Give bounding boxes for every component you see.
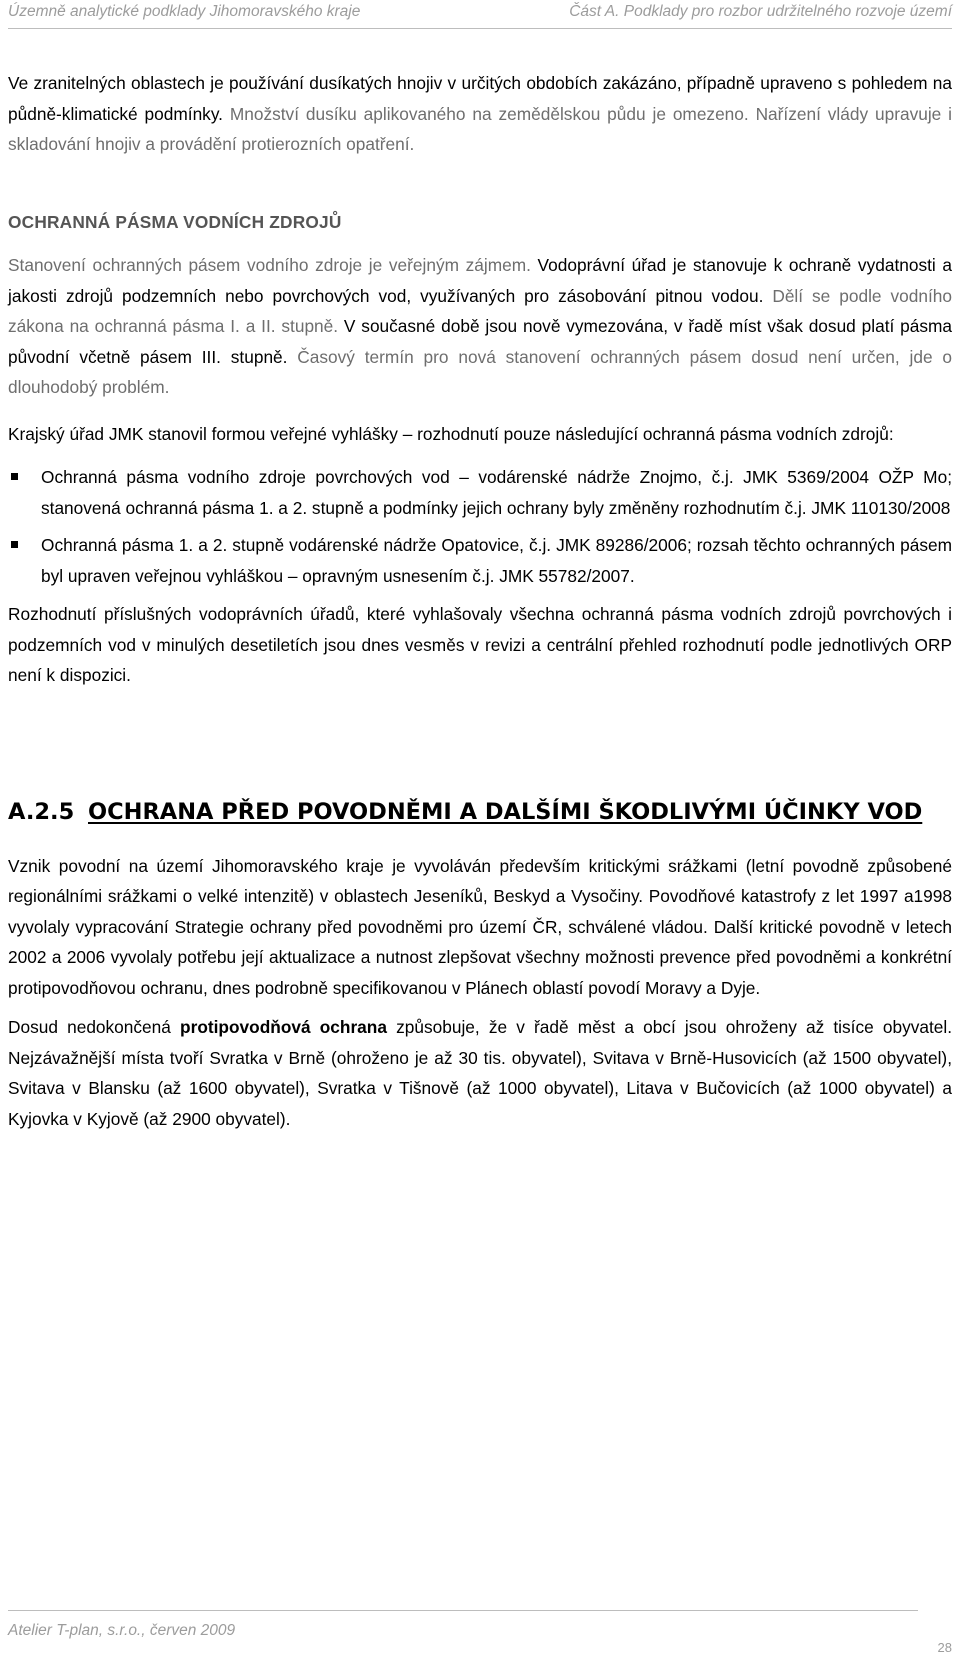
flood-paragraph-2 — [8, 1012, 952, 1134]
list-item-text: Ochranná pásma 1. a 2. stupně vodárenské nádrže Opatovice, č.j. JMK 89286/2006; rozsah těchto ochranných pásem byl upraven veřejnou vyhláškou – opravným usnesením č.j. JMK 55782/2007. — [41, 535, 952, 586]
header-right: Část A. Podklady pro rozbor udržitelného rozvoje území — [569, 3, 952, 20]
zones-p1-gray-3: Časový termín pro nová stanovení ochranných pásem dosud není určen, jde o dlouhodobý problém. — [8, 346, 952, 397]
page-body — [8, 68, 952, 1134]
flood-p2-bold: protipovodňová ochrana — [180, 1017, 387, 1037]
section-number: A.2.5 — [8, 798, 75, 825]
zones-p1-black: Vodoprávní úřad je stanovuje k ochraně vydatnosti a jakosti zdrojů podzemních nebo povrchových vod, využívaných pro zásobování pitnou vodou. — [8, 255, 952, 306]
flood-p2-start: Dosud nedokončená — [8, 1017, 181, 1037]
flood-p2-end: způsobuje, že v řadě měst a obcí jsou ohroženy až tisíce obyvatel. Nejzávažnější místa tvoří Svratka v Brně (ohroženo je až 30 tis. obyvatel), Svitava v Brně-Husovicích (až 1500 obyvatel), Svitava v Blansku (až 1600 obyvatel), Svratka v Tišnově (až 1000 obyvatel), Litava v Bučovicích (až 1000 obyvatel) a Kyjovka v Kyjově (až 2900 obyvatel). — [8, 1017, 953, 1129]
intro-text-black: Ve zranitelných oblastech je používání dusíkatých hnojiv v určitých obdobích zakázáno, případně upraveno s pohledem na půdně-klimatické podmínky. — [8, 73, 952, 124]
flood-paragraph-1: Vznik povodní na území Jihomoravského kraje je vyvoláván především kritickými srážkami (letní povodně způsobené regionálními srážkami o velké intenzitě) v oblastech Jeseníků, Beskyd a Vysočiny. Povodňové katastrofy z let 1997 a1998 vyvolaly vypracování Strategie ochrany před povodněmi pro území ČR, schválené vládou. Další kritické povodně v letech 2002 a 2006 vyvolaly potřebu její aktualizace a nutnost zlepšovat všechny možnosti prevence před povodněmi a konkrétní protipovodňovou ochranu, dnes podrobně specifikovanou v Plánech oblastí povodí Moravy a Dyje. — [8, 855, 952, 998]
page-header — [8, 3, 952, 27]
intro-text-gray: Množství dusíku aplikovaného na zemědělskou půdu je omezeno. Nařízení vlády upravuje i skladování hnojiv a provádění protierozních opatření. — [8, 103, 952, 154]
square-bullet-icon — [11, 473, 18, 480]
section-title: OCHRANA PŘED POVODNĚMI A DALŠÍMI ŠKODLIVÝMI ÚČINKY VOD — [88, 798, 923, 825]
section-heading — [8, 789, 952, 835]
list-item — [8, 530, 952, 591]
page-footer — [8, 1610, 952, 1670]
list-item-text: Ochranná pásma vodního zdroje povrchových vod – vodárenské nádrže Znojmo, č.j. JMK 5369/2004 OŽP Mo; stanovená ochranná pásma 1. a 2. stupně a podmínky jejich ochrany byly změněny rozhodnutím č.j. JMK 110130/2008 — [41, 467, 952, 518]
zones-p1-gray-2: Dělí se podle vodního zákona na ochranná pásma I. a II. stupně. — [8, 285, 952, 336]
zones-bullet-list — [8, 462, 952, 591]
zones-p1-black-2: V současné době jsou nově vymezována, v řadě míst však dosud platí pásma původní včetně pásem III. stupně. — [8, 316, 953, 367]
footer-text: Atelier T-plan, s.r.o., červen 2009 — [8, 1622, 236, 1639]
zones-paragraph-3: Rozhodnutí příslušných vodoprávních úřadů, které vyhlašovaly všechna ochranná pásma vodních zdrojů povrchových i podzemních vod v minulých desetiletích jsou dnes vesměs v revizi a centrální přehled rozhodnutí podle jednotlivých ORP není k dispozici. — [8, 604, 952, 685]
page-number: 28 — [937, 1640, 952, 1655]
zones-paragraph-2: Krajský úřad JMK stanovil formou veřejné vyhlášky – rozhodnutí pouze následující ochranná pásma vodních zdrojů: — [8, 423, 894, 444]
intro-paragraph — [8, 68, 952, 160]
zones-heading: OCHRANNÁ PÁSMA VODNÍCH ZDROJŮ — [8, 211, 342, 232]
footer-divider — [8, 1610, 918, 1611]
square-bullet-icon — [11, 541, 18, 548]
zones-p1-gray: Stanovení ochranných pásem vodního zdroje je veřejným zájmem. — [8, 255, 531, 275]
header-left: Územně analytické podklady Jihomoravského kraje — [8, 3, 361, 20]
header-divider — [8, 28, 952, 29]
zones-paragraph-1 — [8, 250, 952, 403]
list-item — [8, 462, 952, 523]
